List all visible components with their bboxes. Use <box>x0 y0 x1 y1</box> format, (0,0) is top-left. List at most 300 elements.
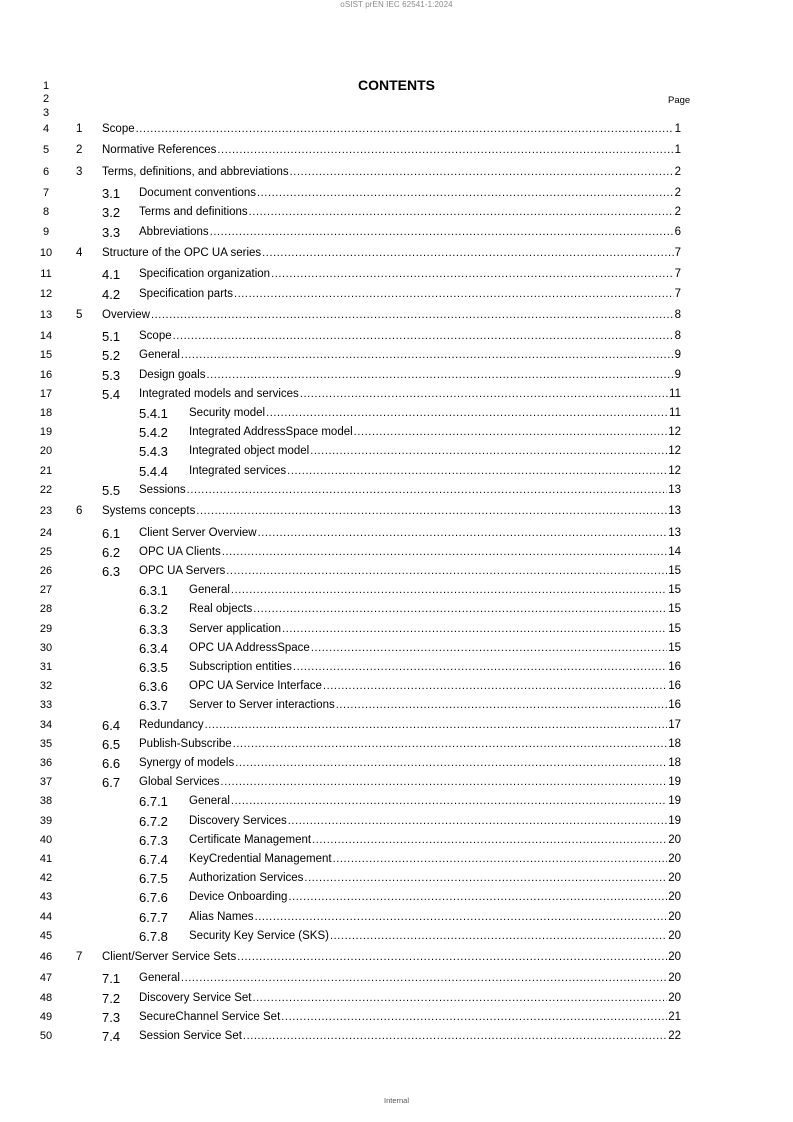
line-number: 30 <box>39 641 53 654</box>
toc-entry-link[interactable] <box>189 465 681 477</box>
dot-leader <box>255 911 668 923</box>
toc-entry-page: 19 <box>668 795 681 808</box>
toc-entry-title: OPC UA Service Interface <box>189 680 322 693</box>
toc-entry[interactable] <box>0 795 793 811</box>
toc-entry-number: 6.7.3 <box>139 832 168 848</box>
toc-entry-number: 5 <box>76 308 83 321</box>
toc-entry-number: 4 <box>76 246 83 259</box>
dot-leader <box>231 584 667 596</box>
dot-leader <box>206 369 673 381</box>
dot-leader <box>293 661 667 673</box>
line-number: 37 <box>39 776 53 789</box>
dot-leader <box>288 891 667 903</box>
toc-entry-title: Security model <box>189 407 266 419</box>
toc-entry-page: 16 <box>668 680 681 693</box>
toc-entry-page: 20 <box>668 972 681 985</box>
dot-leader <box>249 206 674 218</box>
line-number: 15 <box>39 349 53 362</box>
toc-entry-title: Design goals <box>139 368 206 381</box>
toc-entry-title: Server application <box>189 622 282 635</box>
toc-entry[interactable] <box>0 505 793 521</box>
dot-leader <box>304 872 667 884</box>
toc-entry-title: Discovery Services <box>189 814 287 827</box>
line-number: 10 <box>39 246 53 259</box>
toc-entry-number: 6.3.5 <box>139 659 168 675</box>
toc-entry-page: 14 <box>668 545 681 558</box>
line-number: 21 <box>39 464 53 477</box>
toc-entry-title: Scope <box>139 330 172 343</box>
line-number: 49 <box>39 1010 53 1023</box>
line-number: 1 <box>42 80 50 92</box>
toc-entry-title: Publish-Subscribe <box>139 737 232 750</box>
toc-entry[interactable] <box>0 546 793 562</box>
toc-entry[interactable] <box>0 719 793 735</box>
toc-entry-link[interactable] <box>189 642 681 654</box>
toc-entry-link[interactable] <box>189 445 681 457</box>
toc-entry-title: Global Services <box>139 776 220 789</box>
dot-leader <box>323 680 667 692</box>
toc-entry-link[interactable] <box>102 144 681 156</box>
toc-entry[interactable] <box>0 309 793 325</box>
line-number: 19 <box>39 426 53 439</box>
line-number: 14 <box>39 330 53 343</box>
toc-entry-link[interactable] <box>189 853 681 865</box>
toc-entry-title: Specification parts <box>139 287 233 300</box>
dot-leader <box>287 465 667 477</box>
dot-leader <box>243 1030 667 1042</box>
line-number: 43 <box>39 891 53 904</box>
toc-entry-number: 6.1 <box>102 525 121 541</box>
dot-leader <box>187 484 668 496</box>
toc-entry-number: 3.1 <box>102 186 121 202</box>
toc-entry-page: 7 <box>674 246 681 259</box>
toc-entry-page: 13 <box>668 505 681 518</box>
toc-entry-link[interactable] <box>102 505 681 517</box>
toc-entry-link[interactable] <box>189 426 681 438</box>
toc-entry[interactable] <box>0 268 793 284</box>
toc-entry-page: 20 <box>668 872 681 885</box>
toc-entry-title: Systems concepts <box>102 505 196 518</box>
line-number: 33 <box>39 699 53 712</box>
dot-leader <box>330 930 667 942</box>
toc-entry[interactable] <box>0 206 793 222</box>
dot-leader <box>312 834 667 846</box>
toc-entry-number: 6.3.2 <box>139 602 168 618</box>
toc-entry-title: Integrated models and services <box>139 387 299 400</box>
toc-entry-page: 16 <box>668 699 681 712</box>
line-number: 20 <box>39 445 53 458</box>
line-number: 4 <box>42 123 50 135</box>
toc-entry[interactable] <box>0 123 793 139</box>
toc-entry-number: 2 <box>76 144 83 157</box>
dot-leader <box>181 349 674 361</box>
toc-entry-title: Device Onboarding <box>189 891 288 904</box>
toc-entry-link[interactable] <box>102 123 681 135</box>
dot-leader <box>333 853 668 865</box>
toc-entry-link[interactable] <box>189 872 681 884</box>
toc-entry-title: Server to Server interactions <box>189 699 335 712</box>
toc-entry-link[interactable] <box>139 288 681 300</box>
toc-entry-link[interactable] <box>139 206 681 218</box>
toc-entry[interactable] <box>0 288 793 304</box>
toc-entry-link[interactable] <box>139 972 681 984</box>
line-number: 47 <box>39 972 53 985</box>
toc-entry-link[interactable] <box>189 699 681 711</box>
toc-entry-link[interactable] <box>189 795 681 807</box>
line-number: 2 <box>42 93 50 105</box>
toc-entry-number: 6.3.6 <box>139 679 168 695</box>
toc-entry-page: 19 <box>668 814 681 827</box>
line-number: 28 <box>39 603 53 616</box>
toc-entry-number: 3.2 <box>102 205 121 221</box>
toc-entry[interactable] <box>0 166 793 182</box>
toc-entry[interactable] <box>0 891 793 907</box>
toc-entry[interactable] <box>0 144 793 160</box>
toc-entry-title: Real objects <box>189 603 253 616</box>
toc-entry-link[interactable] <box>189 834 681 846</box>
toc-entry-page: 9 <box>674 349 681 362</box>
toc-entry-number: 6.7.8 <box>139 928 168 944</box>
toc-entry-title: Terms, definitions, and abbreviations <box>102 165 289 178</box>
toc-entry-number: 6.7.7 <box>139 909 168 925</box>
toc-entry[interactable] <box>0 465 793 481</box>
toc-entry-link[interactable] <box>139 187 681 199</box>
toc-entry[interactable] <box>0 349 793 365</box>
toc-entry[interactable] <box>0 603 793 619</box>
toc-entry-page: 12 <box>668 464 681 477</box>
toc-entry-title: Client Server Overview <box>139 526 257 539</box>
toc-entry-page: 7 <box>674 268 681 281</box>
toc-entry-link[interactable] <box>139 719 681 731</box>
line-number: 12 <box>39 287 53 300</box>
toc-entry-number: 5.4.4 <box>139 463 168 479</box>
toc-entry[interactable] <box>0 972 793 988</box>
toc-entry-title: Discovery Service Set <box>139 991 252 1004</box>
toc-entry-title: Synergy of models <box>139 756 235 769</box>
toc-entry-number: 7.4 <box>102 1029 121 1044</box>
dot-leader <box>253 603 667 615</box>
toc-entry-title: Abbreviations <box>139 225 209 238</box>
toc-entry-title: OPC UA AddressSpace <box>189 641 310 654</box>
toc-entry-page: 20 <box>668 929 681 942</box>
line-number: 5 <box>42 144 50 157</box>
toc-entry-title: Authorization Services <box>189 872 304 885</box>
toc-entry-link[interactable] <box>189 623 681 635</box>
line-number: 17 <box>39 387 53 400</box>
toc-entry-page: 12 <box>668 426 681 439</box>
toc-entry-link[interactable] <box>189 680 681 692</box>
dot-leader <box>217 144 673 156</box>
toc-entry-page: 20 <box>668 991 681 1004</box>
toc-entry-number: 1 <box>76 123 83 135</box>
toc-entry[interactable] <box>0 699 793 715</box>
toc-entry-link[interactable] <box>139 992 681 1004</box>
toc-entry-link[interactable] <box>139 369 681 381</box>
dot-leader <box>136 123 674 135</box>
toc-entry-page: 20 <box>668 833 681 846</box>
toc-entry-number: 5.4 <box>102 386 121 402</box>
toc-entry-title: General <box>139 349 180 362</box>
toc-entry-title: Integrated services <box>189 464 287 477</box>
toc-entry-number: 6.3.1 <box>139 583 168 599</box>
toc-entry-title: Client/Server Service Sets <box>102 951 237 963</box>
toc-entry[interactable] <box>0 776 793 792</box>
toc-entry-number: 6.7.2 <box>139 813 168 829</box>
toc-entry-number: 5.4.1 <box>139 406 168 421</box>
toc-entry-link[interactable] <box>139 546 681 558</box>
line-number: 24 <box>39 526 53 539</box>
dot-leader <box>354 426 668 438</box>
toc-entry-number: 5.4.2 <box>139 425 168 441</box>
toc-entry-title: KeyCredential Management <box>189 852 332 865</box>
toc-entry[interactable] <box>0 757 793 773</box>
toc-entry-page: 20 <box>668 910 681 923</box>
toc-entry[interactable] <box>0 992 793 1008</box>
toc-entry-title: General <box>189 584 230 597</box>
toc-entry-link[interactable] <box>102 309 681 321</box>
toc-entry-link[interactable] <box>102 247 681 259</box>
toc-entry[interactable] <box>0 187 793 203</box>
toc-entry-number: 7.2 <box>102 990 121 1006</box>
toc-entry-link[interactable] <box>189 815 681 827</box>
toc-entry[interactable] <box>0 369 793 385</box>
toc-entry-title: Session Service Set <box>139 1030 242 1042</box>
dot-leader <box>233 738 668 750</box>
dot-leader <box>226 565 667 577</box>
toc-entry[interactable] <box>0 247 793 263</box>
line-number: 25 <box>39 545 53 558</box>
line-number: 23 <box>39 505 53 518</box>
dot-leader <box>266 407 668 419</box>
line-number: 26 <box>39 564 53 577</box>
toc-entry-title: Sessions <box>139 483 186 496</box>
toc-entry-link[interactable] <box>139 776 681 788</box>
toc-entry[interactable] <box>0 930 793 946</box>
toc-entry-page: 13 <box>668 526 681 539</box>
toc-entry-number: 6.3.4 <box>139 640 168 656</box>
toc-entry-page: 17 <box>668 718 681 731</box>
toc-entry-page: 18 <box>668 737 681 750</box>
toc-entry-page: 11 <box>669 407 681 419</box>
dot-leader <box>151 309 674 321</box>
toc-entry-link[interactable] <box>102 166 681 178</box>
toc-entry-link[interactable] <box>139 1011 681 1023</box>
toc-entry-page: 15 <box>668 622 681 635</box>
line-number: 11 <box>40 268 52 281</box>
toc-entry[interactable] <box>0 426 793 442</box>
toc-entry-title: Scope <box>102 123 135 135</box>
toc-entry-link[interactable] <box>139 226 681 238</box>
toc-entry-number: 7 <box>76 951 83 963</box>
dot-leader <box>290 166 674 178</box>
dot-leader <box>257 187 674 199</box>
toc-entry-link[interactable] <box>139 757 681 769</box>
toc-entry-page: 15 <box>668 584 681 597</box>
toc-entry-title: Terms and definitions <box>139 206 248 219</box>
toc-entry-page: 11 <box>669 387 681 400</box>
toc-entry-link[interactable] <box>189 407 681 419</box>
toc-entry-link[interactable] <box>139 388 681 400</box>
toc-entry-number: 7.3 <box>102 1009 121 1025</box>
toc-entry-page: 21 <box>668 1010 681 1023</box>
toc-entry-number: 4.2 <box>102 286 121 302</box>
dot-leader <box>237 951 667 963</box>
dot-leader <box>221 776 668 788</box>
toc-entry-link[interactable] <box>189 661 681 673</box>
line-number: 35 <box>39 737 53 750</box>
toc-entry-number: 5.1 <box>102 329 121 345</box>
toc-entry-page: 13 <box>668 483 681 496</box>
dot-leader <box>258 527 668 539</box>
toc-entry[interactable] <box>0 911 793 927</box>
toc-entry-number: 6.3 <box>102 563 121 579</box>
toc-entry-link[interactable] <box>189 603 681 615</box>
dot-leader <box>235 757 667 769</box>
dot-leader <box>262 247 673 259</box>
toc-entry-link[interactable] <box>139 527 681 539</box>
toc-entry-number: 7.1 <box>102 971 121 987</box>
toc-entry-title: General <box>139 972 180 985</box>
toc-entry-title: Document conventions <box>139 187 256 200</box>
toc-entry-page: 19 <box>668 776 681 789</box>
line-number: 36 <box>39 756 53 769</box>
toc-entry[interactable] <box>0 815 793 831</box>
toc-entry-number: 6.5 <box>102 736 121 752</box>
page-title: CONTENTS <box>358 77 435 93</box>
dot-leader <box>288 815 667 827</box>
toc-entry-number: 5.5 <box>102 482 121 498</box>
dot-leader <box>271 268 674 280</box>
dot-leader <box>252 992 667 1004</box>
line-number: 9 <box>42 225 50 238</box>
line-number: 45 <box>39 929 53 942</box>
toc-entry-link[interactable] <box>189 911 681 923</box>
line-number: 8 <box>42 206 50 219</box>
toc-entry-page: 22 <box>668 1030 681 1042</box>
toc-entry-title: Alias Names <box>189 910 254 923</box>
toc-entry[interactable] <box>0 834 793 850</box>
toc-entry-link[interactable] <box>139 738 681 750</box>
toc-entry-title: Normative References <box>102 144 217 157</box>
toc-entry-page: 20 <box>668 852 681 865</box>
toc-entry-page: 18 <box>668 756 681 769</box>
toc-entry[interactable] <box>0 527 793 543</box>
dot-leader <box>222 546 667 558</box>
dot-leader <box>281 1011 667 1023</box>
line-number: 31 <box>39 660 53 673</box>
toc-entry-link[interactable] <box>102 951 681 963</box>
line-number: 48 <box>39 991 53 1004</box>
toc-entry-title: General <box>189 795 230 808</box>
line-number: 16 <box>39 368 53 381</box>
toc-entry-page: 20 <box>668 951 681 963</box>
line-number: 41 <box>39 852 53 865</box>
dot-leader <box>336 699 667 711</box>
toc-entry-link[interactable] <box>189 891 681 903</box>
toc-entry[interactable] <box>0 642 793 658</box>
toc-entry[interactable] <box>0 388 793 404</box>
toc-entry[interactable] <box>0 330 793 346</box>
dot-leader <box>310 445 667 457</box>
toc-entry[interactable] <box>0 738 793 754</box>
line-number: 18 <box>39 407 53 419</box>
toc-entry[interactable] <box>0 951 793 967</box>
line-number: 42 <box>39 872 53 885</box>
toc-entry[interactable] <box>0 445 793 461</box>
toc-entry-title: Integrated AddressSpace model <box>189 426 353 439</box>
toc-entry-number: 6.7.4 <box>139 851 168 867</box>
toc-entry-number: 6.7 <box>102 775 121 791</box>
toc-entry-number: 6.7.6 <box>139 890 168 906</box>
toc-entry-page: 8 <box>674 330 681 343</box>
toc-entry-page: 15 <box>668 603 681 616</box>
line-number: 50 <box>39 1030 53 1042</box>
toc-entry[interactable] <box>0 623 793 639</box>
dot-leader <box>300 388 668 400</box>
toc-entry-page: 6 <box>674 225 681 238</box>
toc-entry-title: Subscription entities <box>189 660 292 673</box>
line-number: 22 <box>39 483 53 496</box>
toc-entry-link[interactable] <box>139 268 681 280</box>
line-number: 46 <box>39 951 53 963</box>
toc-entry[interactable] <box>0 407 793 423</box>
dot-leader <box>231 795 667 807</box>
toc-entry-title: Integrated object model <box>189 445 310 458</box>
toc-entry[interactable] <box>0 584 793 600</box>
dot-leader <box>205 719 668 731</box>
toc-entry-number: 5.3 <box>102 367 121 383</box>
toc-entry-link[interactable] <box>139 565 681 577</box>
toc-entry-page: 9 <box>674 368 681 381</box>
toc-entry-link[interactable] <box>139 330 681 342</box>
toc-entry-link[interactable] <box>139 484 681 496</box>
toc-entry-number: 6.3.3 <box>139 621 168 637</box>
toc-entry[interactable] <box>0 1011 793 1027</box>
toc-entry[interactable] <box>0 1030 793 1046</box>
line-number: 39 <box>39 814 53 827</box>
toc-entry-page: 2 <box>674 206 681 219</box>
page-column-label: Page <box>668 95 691 106</box>
toc-entry-number: 4.1 <box>102 267 121 283</box>
toc-entry-page: 12 <box>668 445 681 458</box>
line-number: 7 <box>42 187 50 200</box>
line-number: 32 <box>39 680 53 693</box>
toc-entry-page: 2 <box>674 165 681 178</box>
toc-entry-page: 7 <box>674 287 681 300</box>
toc-entry-number: 6.2 <box>102 544 121 560</box>
line-number: 29 <box>39 622 53 635</box>
toc-entry-title: Specification organization <box>139 268 271 281</box>
toc-entry[interactable] <box>0 853 793 869</box>
toc-entry[interactable] <box>0 661 793 677</box>
toc-entry-number: 6.7.1 <box>139 794 168 810</box>
toc-entry-link[interactable] <box>189 584 681 596</box>
document-footer: Internal <box>383 1096 410 1105</box>
toc-entry[interactable] <box>0 565 793 581</box>
toc-entry[interactable] <box>0 226 793 242</box>
toc-entry[interactable] <box>0 872 793 888</box>
toc-entry[interactable] <box>0 680 793 696</box>
toc-entry-link[interactable] <box>139 349 681 361</box>
line-number: 34 <box>39 718 53 731</box>
toc-entry-title: SecureChannel Service Set <box>139 1010 281 1023</box>
toc-entry[interactable] <box>0 484 793 500</box>
toc-entry-number: 3.3 <box>102 224 121 240</box>
toc-entry-link[interactable] <box>139 1030 681 1042</box>
toc-entry-number: 5.2 <box>102 348 121 364</box>
toc-entry-link[interactable] <box>189 930 681 942</box>
toc-entry-title: OPC UA Servers <box>139 564 226 577</box>
